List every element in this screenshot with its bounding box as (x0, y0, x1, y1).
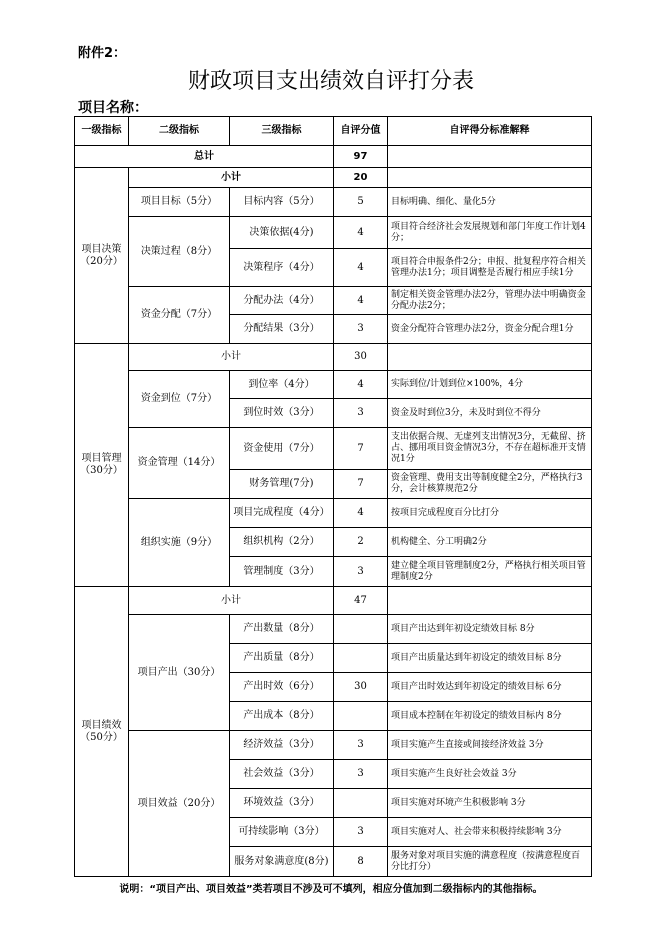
score-cell: 4 (334, 371, 388, 399)
level3-cell: 分配结果（3分） (230, 315, 334, 344)
level3-cell: 决策依据(4分) (230, 217, 334, 249)
page-title: 财政项目支出绩效自评打分表 (187, 69, 474, 94)
score-cell: 4 (334, 499, 388, 528)
explanation-cell: 服务对象对项目实施的满意程度（按满意程度百分比打分） (388, 847, 592, 877)
score-table (74, 116, 592, 877)
level3-cell: 组织机构（2分） (230, 528, 334, 557)
explanation-cell: 项目实施产生直接或间接经济效益 3分 (388, 731, 592, 760)
explanation-cell: 项目产出时效达到年初设定的绩效目标 6分 (388, 673, 592, 702)
subtotal-label: 小计 (129, 587, 334, 615)
score-cell: 5 (334, 188, 388, 217)
explanation-cell: 按项目完成程度百分比打分 (388, 499, 592, 528)
level2-cell: 项目目标（5分） (129, 188, 230, 217)
score-cell: 3 (334, 557, 388, 587)
explanation-cell: 制定相关资金管理办法2分，管理办法中明确资金分配办法2分； (388, 287, 592, 315)
table-row (75, 217, 592, 249)
table-row (75, 371, 592, 399)
level2-cell: 组织实施（9分） (129, 499, 230, 587)
level3-cell: 产出时效（6分） (230, 673, 334, 702)
level3-cell: 可持续影响（3分） (230, 818, 334, 847)
level2-cell: 项目效益（20分） (129, 731, 230, 877)
subtotal-label: 小计 (129, 168, 334, 188)
score-cell (334, 789, 388, 818)
score-cell: 7 (334, 470, 388, 499)
table-row (75, 615, 592, 644)
explanation-cell: 项目实施对人、社会带来积极持续影响 3分 (388, 818, 592, 847)
level3-cell: 产出数量（8分） (230, 615, 334, 644)
subtotal-score: 20 (334, 168, 388, 188)
footnote: 说明：“项目产出、项目效益”类若项目不涉及可不填列，相应分值加到二级指标内的其他指标。 (119, 884, 543, 895)
table-row (75, 587, 592, 615)
header-level2: 二级指标 (129, 117, 230, 146)
explanation-cell: 建立健全项目管理制度2分，严格执行相关项目管理制度2分 (388, 557, 592, 587)
score-cell: 4 (334, 217, 388, 249)
explanation-cell: 资金分配符合管理办法2分，资金分配合理1分 (388, 315, 592, 344)
level3-cell: 项目完成程度（4分） (230, 499, 334, 528)
explanation-cell: 目标明确、细化、量化5分 (388, 188, 592, 217)
explanation-cell: 实际到位/计划到位×100%，4分 (388, 371, 592, 399)
score-cell: 7 (334, 428, 388, 470)
total-row (75, 146, 592, 168)
explanation-cell: 项目产出质量达到年初设定的绩效目标 8分 (388, 644, 592, 673)
score-cell: 3 (334, 315, 388, 344)
subtotal-score: 30 (334, 344, 388, 371)
level3-cell: 到位时效（3分） (230, 399, 334, 428)
level3-cell: 决策程序（4分） (230, 249, 334, 287)
header-explanation: 自评得分标准解释 (388, 117, 592, 146)
total-score: 97 (334, 146, 388, 168)
level2-cell: 资金到位（7分） (129, 371, 230, 428)
score-cell: 3 (334, 399, 388, 428)
score-cell: 4 (334, 249, 388, 287)
level1-management: 项目管理（30分） (75, 344, 129, 587)
level3-cell: 财务管理(7分) (230, 470, 334, 499)
level1-performance: 项目绩效（50分） (75, 587, 129, 877)
explanation-cell: 项目符合经济社会发展规划和部门年度工作计划4分； (388, 217, 592, 249)
table-row (75, 168, 592, 188)
table-row (75, 499, 592, 528)
explanation-cell: 项目实施产生良好社会效益 3分 (388, 760, 592, 789)
level2-cell: 决策过程（8分） (129, 217, 230, 287)
explanation-cell: 资金管理、费用支出等制度健全2分，严格执行3分，会计核算规范2分 (388, 470, 592, 499)
level3-cell: 资金使用（7分） (230, 428, 334, 470)
level1-decision: 项目决策（20分） (75, 168, 129, 344)
level2-cell: 资金管理（14分） (129, 428, 230, 499)
table-row (75, 344, 592, 371)
score-cell: 3 (334, 760, 388, 789)
subtotal-label: 小计 (129, 344, 334, 371)
level3-cell: 管理制度（3分） (230, 557, 334, 587)
table-row (75, 731, 592, 760)
score-cell: 3 (334, 818, 388, 847)
header-row (75, 117, 592, 146)
header-level1: 一级指标 (75, 117, 129, 146)
project-name-label: 项目名称： (78, 100, 148, 116)
level3-cell: 目标内容（5分） (230, 188, 334, 217)
total-label: 总计 (75, 146, 334, 168)
level3-cell: 社会效益（3分） (230, 760, 334, 789)
explanation-cell: 项目成本控制在年初设定的绩效目标内 8分 (388, 702, 592, 731)
explanation-cell: 资金及时到位3分，未及时到位不得分 (388, 399, 592, 428)
explanation-cell: 机构健全、分工明确2分 (388, 528, 592, 557)
header-score: 自评分值 (334, 117, 388, 146)
score-cell: 2 (334, 528, 388, 557)
header-level3: 三级指标 (230, 117, 334, 146)
level3-cell: 产出质量（8分） (230, 644, 334, 673)
level3-cell: 产出成本（8分） (230, 702, 334, 731)
explanation-cell: 项目产出达到年初设定绩效目标 8分 (388, 615, 592, 644)
table-row (75, 428, 592, 470)
explanation-cell: 项目符合申报条件2分；申报、批复程序符合相关管理办法1分；项目调整是否履行相应手续1分 (388, 249, 592, 287)
score-cell: 4 (334, 287, 388, 315)
level3-cell: 到位率（4分） (230, 371, 334, 399)
score-cell: 3 (334, 731, 388, 760)
level3-cell: 环境效益（3分） (230, 789, 334, 818)
attachment-label: 附件2： (78, 46, 127, 61)
level3-cell: 分配办法（4分） (230, 287, 334, 315)
explanation-cell: 项目实施对环境产生积极影响 3分 (388, 789, 592, 818)
score-cell: 8 (334, 847, 388, 877)
table-row (75, 188, 592, 217)
level3-cell: 经济效益（3分） (230, 731, 334, 760)
subtotal-score: 47 (334, 587, 388, 615)
explanation-cell: 支出依据合规、无虚列支出情况3分，无截留、挤占、挪用项目资金情况3分，不存在超标准开支情况1分 (388, 428, 592, 470)
level3-cell: 服务对象满意度(8分) (230, 847, 334, 877)
table-row (75, 287, 592, 315)
score-cell: 30 (334, 673, 388, 702)
level2-cell: 项目产出（30分） (129, 615, 230, 731)
level2-cell: 资金分配（7分） (129, 287, 230, 344)
